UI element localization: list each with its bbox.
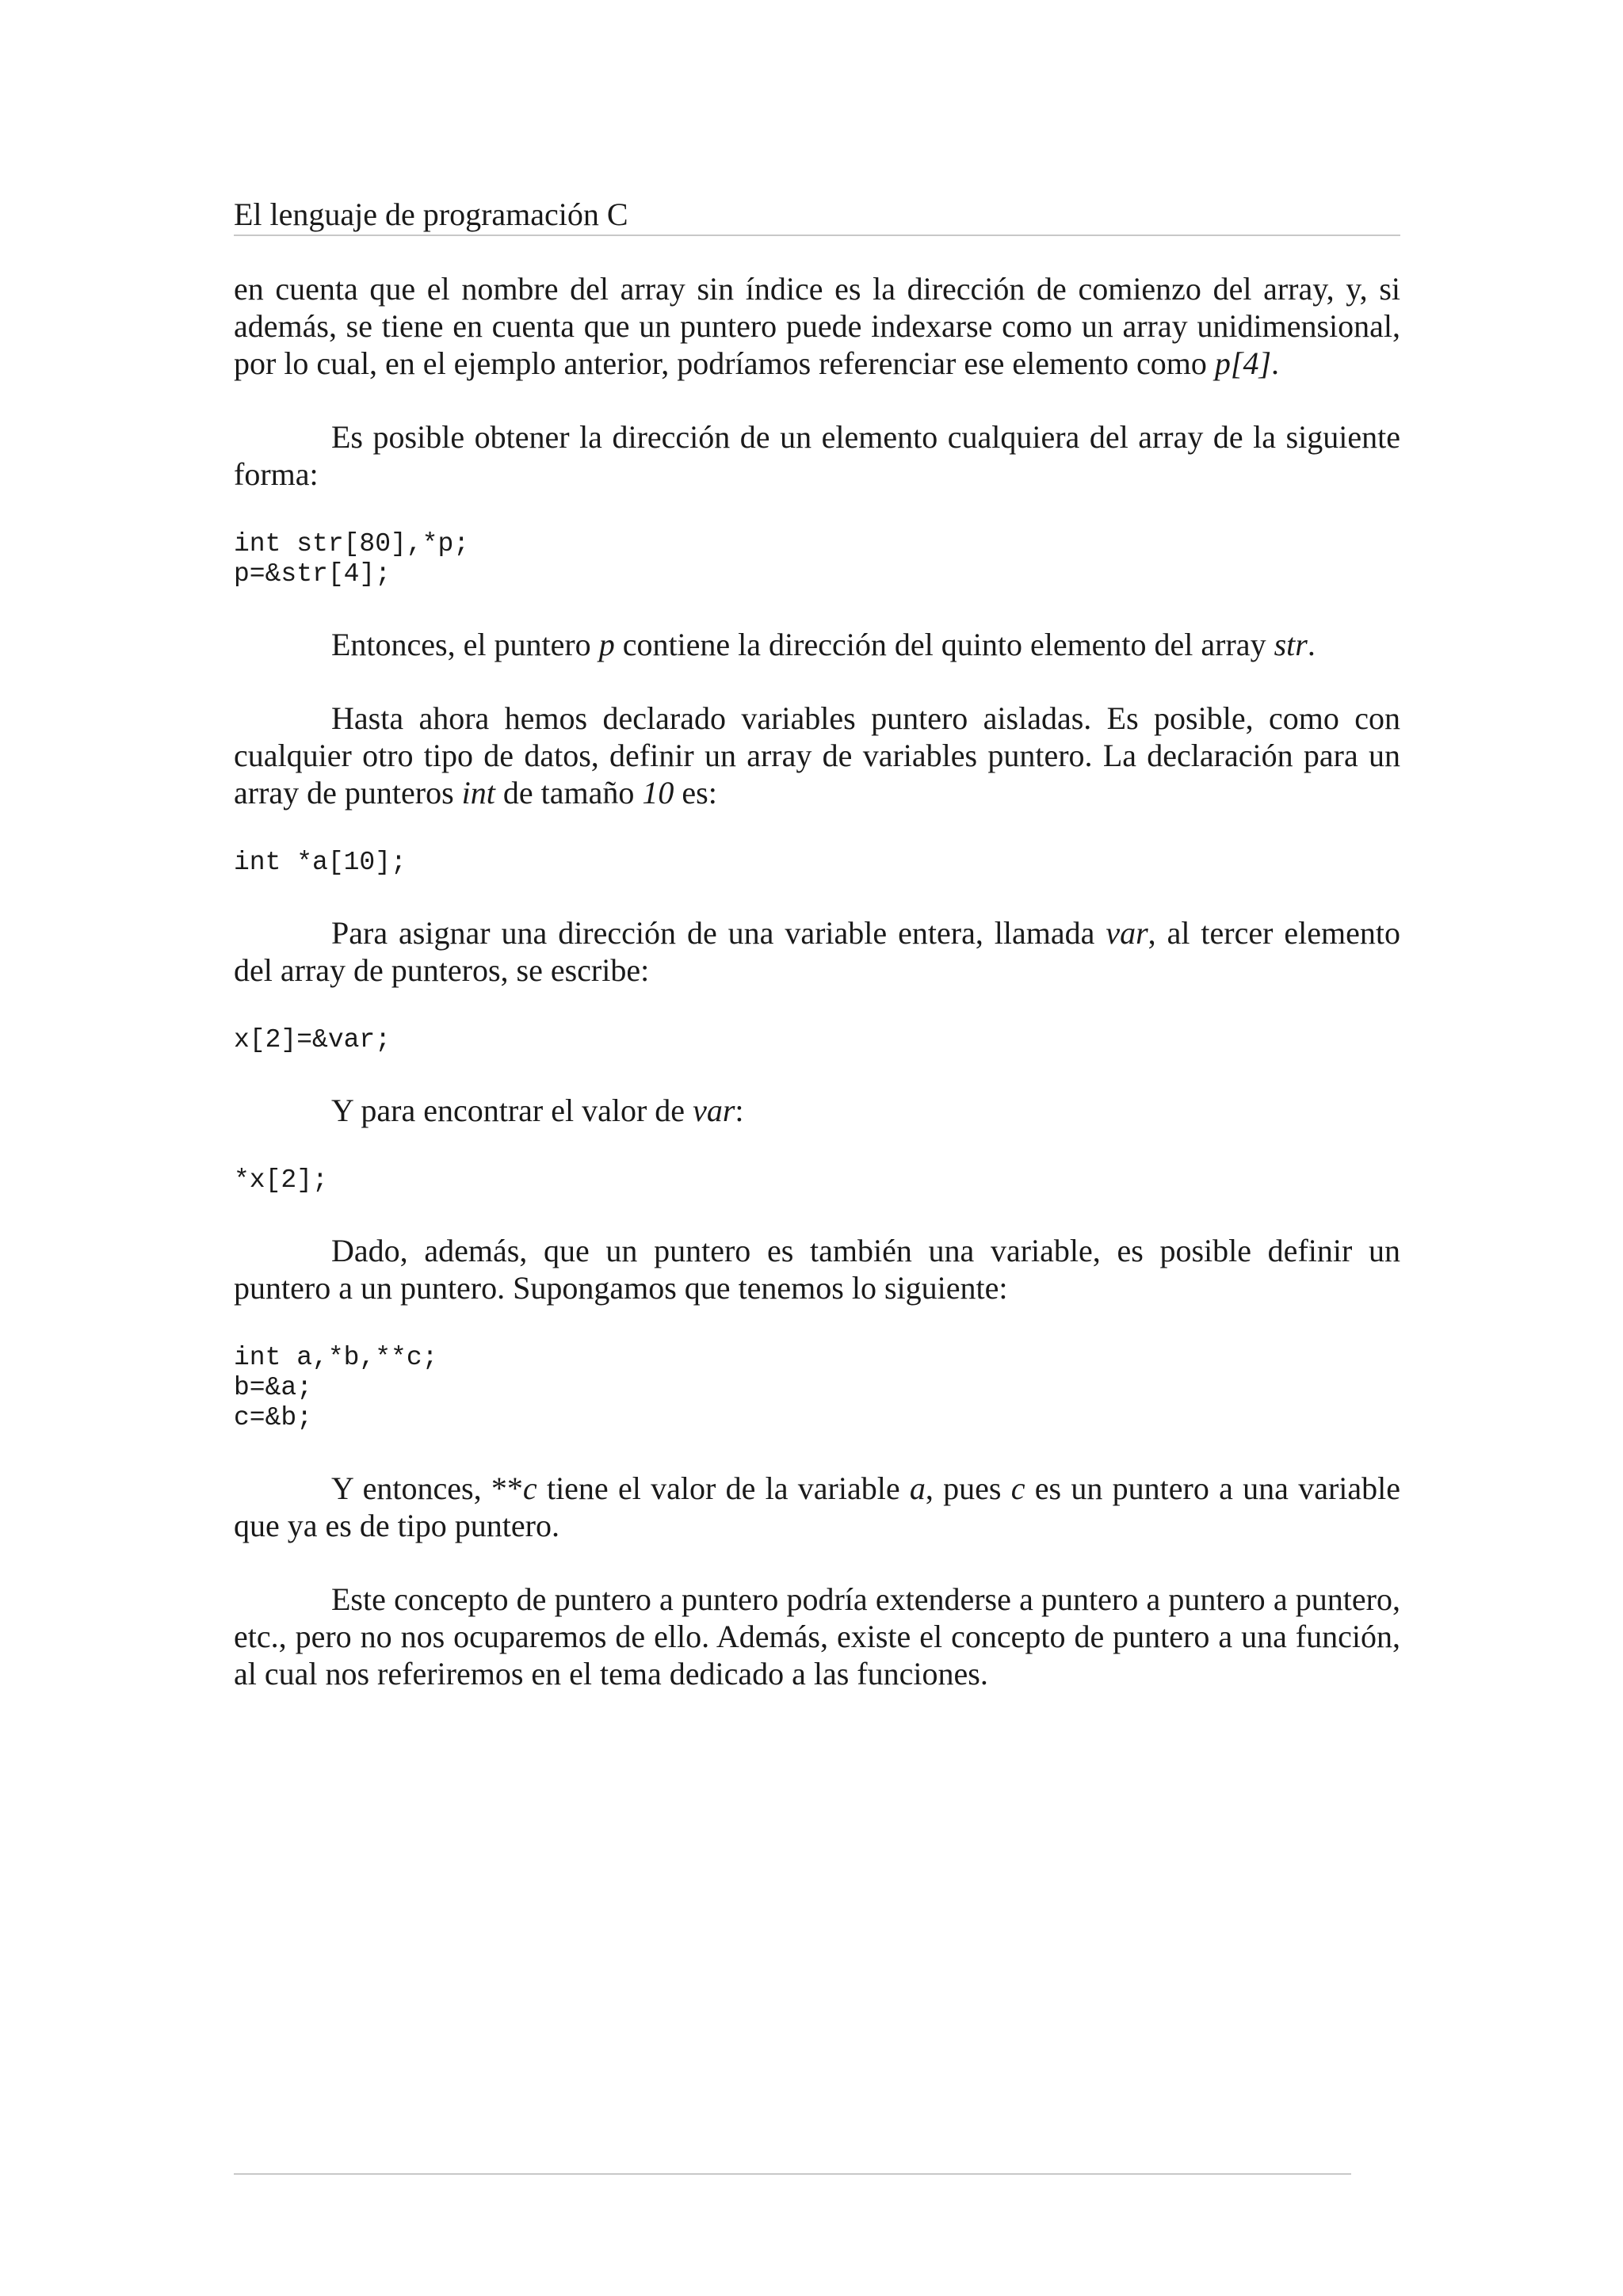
emphasis-text: 10 — [642, 775, 674, 810]
paragraph — [234, 626, 1400, 663]
emphasis-text: var — [693, 1093, 735, 1128]
emphasis-text: var — [1106, 915, 1148, 951]
document-page — [234, 0, 1400, 2296]
paragraph-text: Y para encontrar el valor de — [331, 1093, 693, 1128]
paragraph-text: Hasta ahora hemos declarado variables puntero aisladas. Es posible, como con cualquier otro tipo de datos, definir un array de variables puntero. La declaración para un array de punteros — [234, 700, 1400, 810]
emphasis-text: p — [598, 627, 615, 662]
paragraph-text: . — [1307, 627, 1316, 662]
emphasis-text: c — [522, 1470, 537, 1506]
paragraph — [234, 270, 1400, 382]
paragraph-text: es: — [674, 775, 717, 810]
paragraph-text: Y entonces, ** — [331, 1470, 523, 1506]
paragraph-text: . — [1271, 345, 1280, 381]
paragraph-text: , al tercer elemento del array de punteros, se escribe: — [234, 915, 1400, 988]
paragraph-text: es un puntero a una variable que ya es de tipo puntero. — [234, 1470, 1401, 1543]
paragraph-text: de tamaño — [495, 775, 643, 810]
document-body — [234, 270, 1400, 1729]
paragraph — [234, 1232, 1400, 1306]
paragraph-text: Dado, además, que un puntero es también una variable, es posible definir un puntero a un puntero. Supongamos que tenemos lo siguiente: — [234, 1233, 1400, 1306]
emphasis-text: p[4] — [1214, 345, 1272, 381]
code-block: int str[80],*p; p=&str[4]; — [234, 529, 470, 589]
paragraph — [234, 1470, 1400, 1544]
paragraph — [234, 914, 1400, 989]
emphasis-text: a — [909, 1470, 926, 1506]
running-header: El lenguaje de programación C — [234, 196, 1400, 236]
paragraph-text: contiene la dirección del quinto elemento del array — [614, 627, 1274, 662]
paragraph-text: en cuenta que el nombre del array sin índice es la dirección de comienzo del array, y, si además, se tiene en cuenta que un puntero puede indexarse como un array unidimensional, por lo cual, en el ejemplo anterior, podríamos referenciar ese elemento como — [234, 271, 1400, 381]
paragraph-text: : — [735, 1093, 744, 1128]
paragraph-text: Es posible obtener la dirección de un elemento cualquiera del array de la siguiente forma: — [234, 419, 1400, 492]
code-block: int a,*b,**c; b=&a; c=&b; — [234, 1343, 438, 1432]
paragraph — [234, 1092, 1400, 1129]
footer-rule — [234, 2173, 1351, 2175]
paragraph — [234, 418, 1400, 493]
paragraph — [234, 700, 1400, 811]
code-block: int *a[10]; — [234, 848, 407, 877]
code-block: *x[2]; — [234, 1165, 328, 1195]
emphasis-text: int — [461, 775, 495, 810]
paragraph-text: , pues — [925, 1470, 1011, 1506]
emphasis-text: str — [1274, 627, 1308, 662]
paragraph — [234, 1581, 1400, 1692]
code-block: x[2]=&var; — [234, 1025, 391, 1055]
paragraph-text: Este concepto de puntero a puntero podría extenderse a puntero a puntero a puntero, etc., pero no nos ocuparemos de ello. Además, existe el concepto de puntero a una función, al cual nos referiremos en el tema dedicado a las funciones. — [234, 1581, 1400, 1691]
paragraph-text: tiene el valor de la variable — [537, 1470, 910, 1506]
paragraph-text: Entonces, el puntero — [331, 627, 599, 662]
paragraph-text: Para asignar una dirección de una variable entera, llamada — [331, 915, 1106, 951]
emphasis-text: c — [1010, 1470, 1025, 1506]
